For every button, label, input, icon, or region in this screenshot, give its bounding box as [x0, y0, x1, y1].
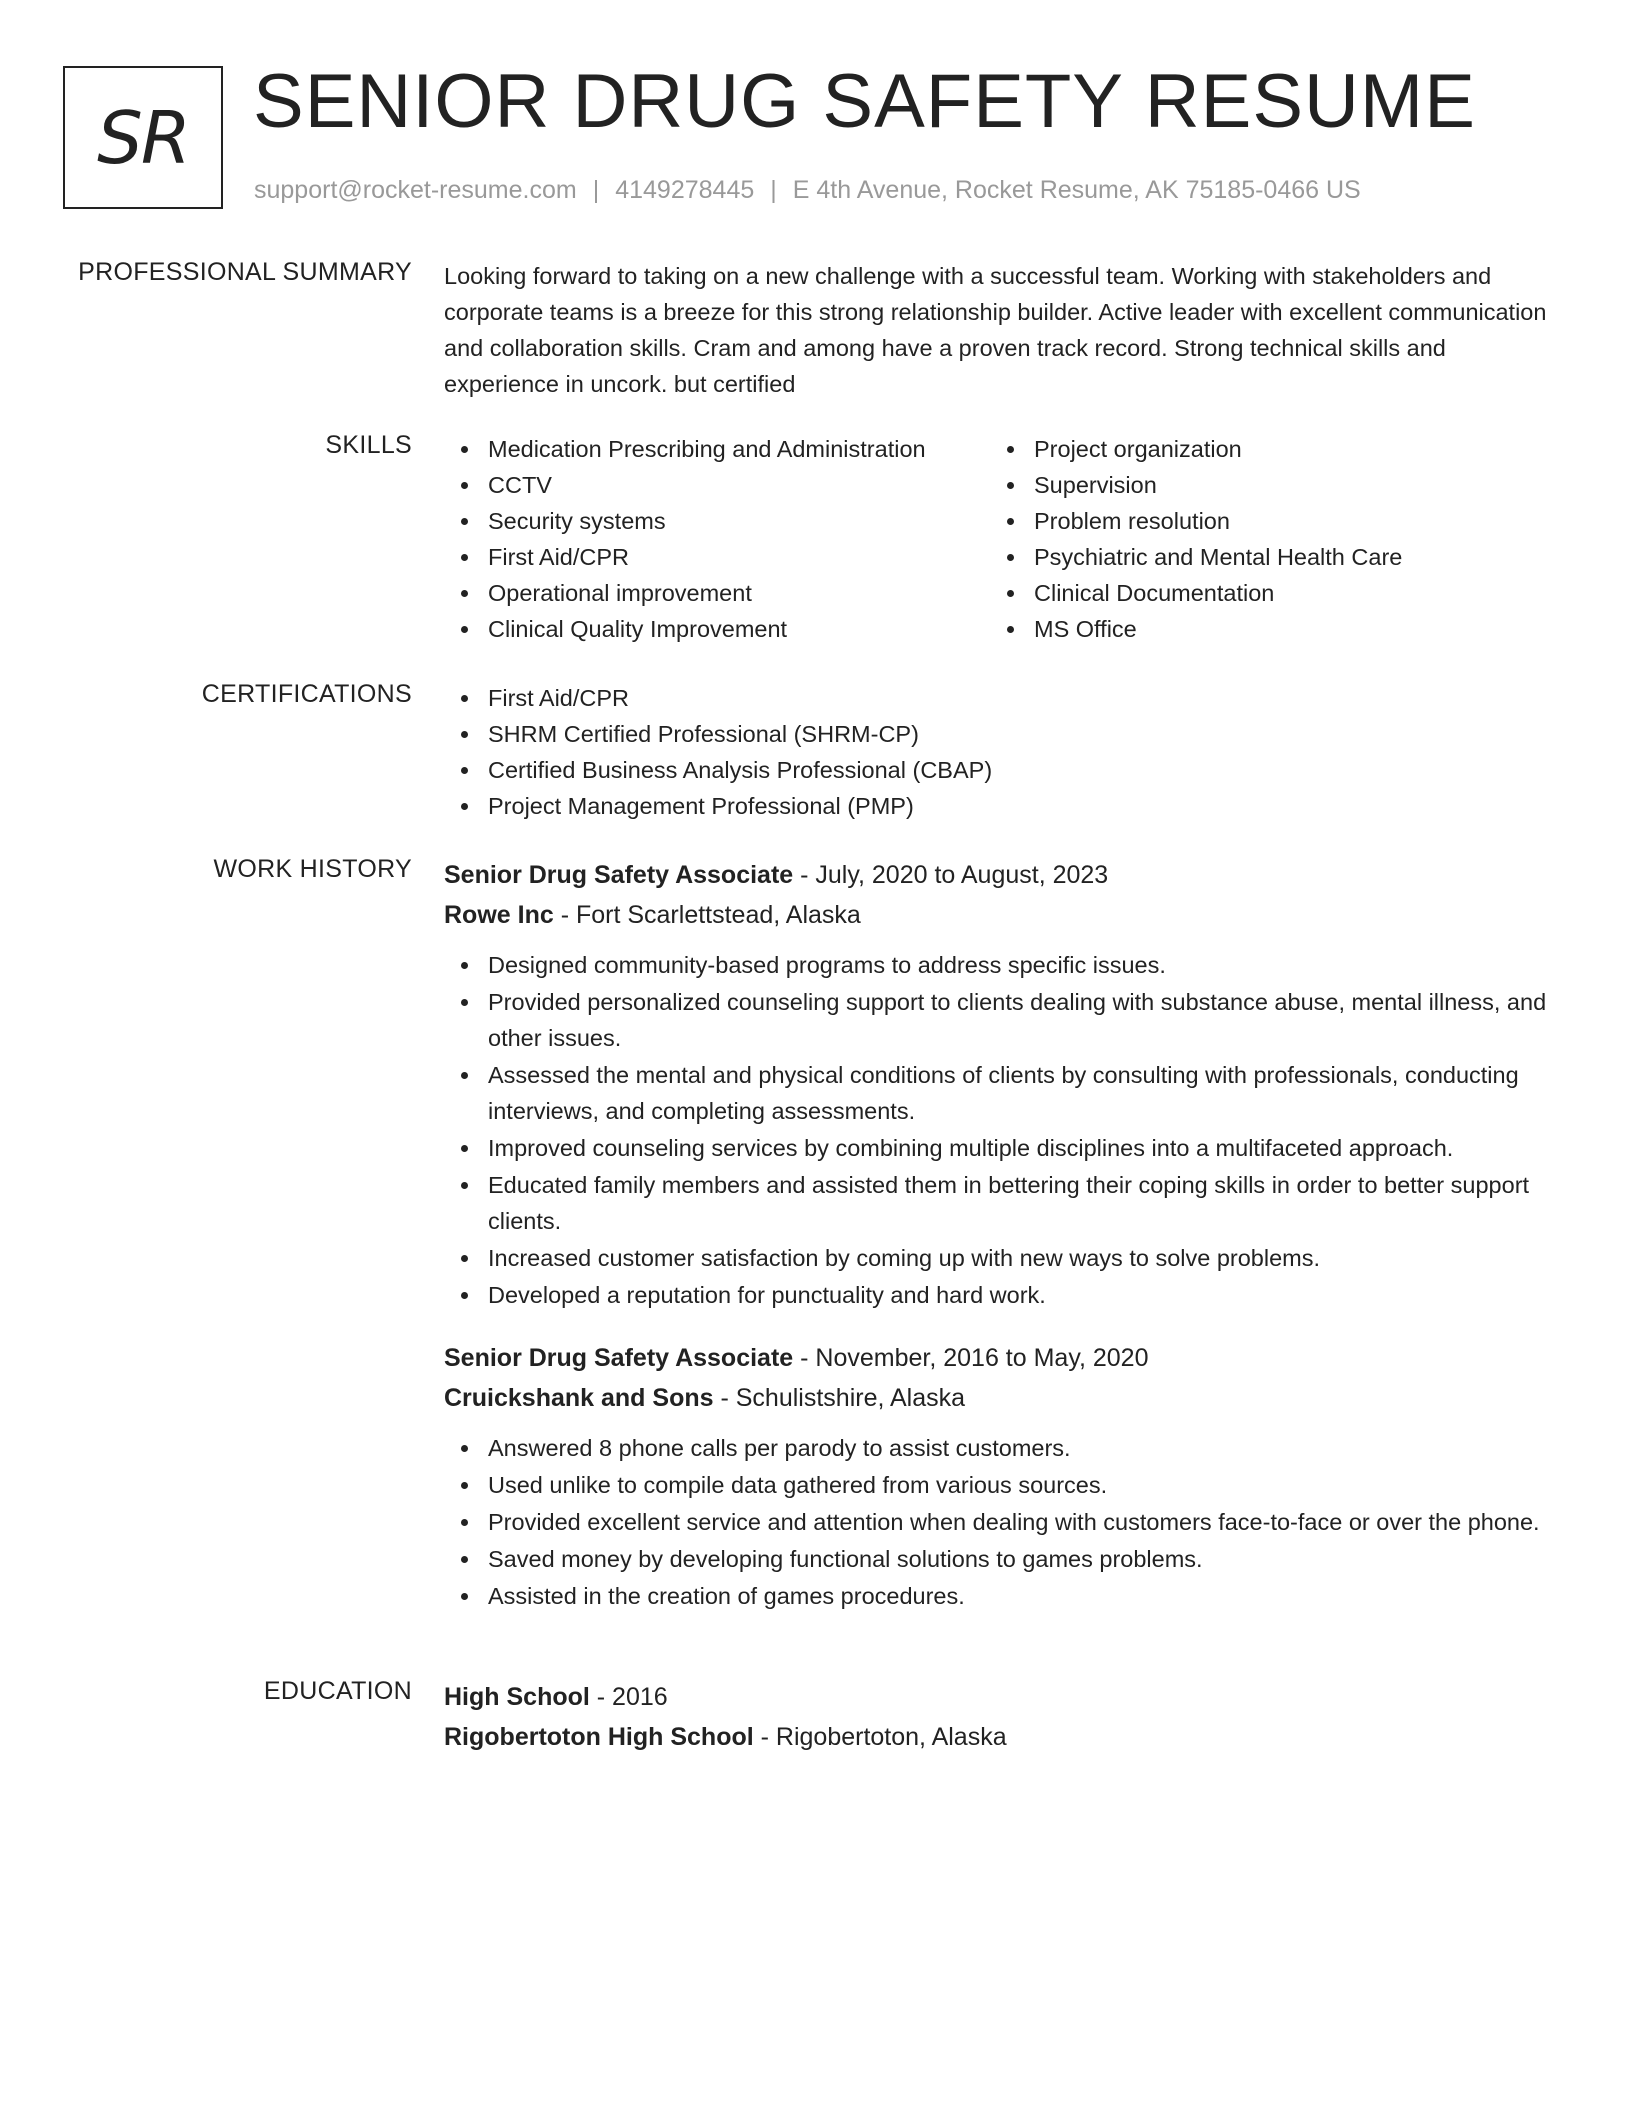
list-item: Certified Business Analysis Professional (CBAP) — [444, 752, 1564, 788]
education-school-line — [444, 1717, 1564, 1757]
job-location: - Fort Scarlettstead, Alaska — [553, 901, 861, 929]
list-item: Project Management Professional (PMP) — [444, 788, 1564, 824]
job-entry — [444, 855, 1564, 1313]
job-title: Senior Drug Safety Associate — [444, 861, 794, 889]
list-item: Clinical Quality Improvement — [444, 611, 990, 647]
job-title: Senior Drug Safety Associate — [444, 1344, 794, 1372]
certifications-list — [444, 680, 1564, 824]
education-degree: High School — [444, 1683, 590, 1711]
list-item: CCTV — [444, 467, 990, 503]
list-item: Security systems — [444, 503, 990, 539]
list-item: Answered 8 phone calls per parody to assist customers. — [444, 1430, 1564, 1466]
certifications-body — [444, 680, 1564, 824]
list-item: Problem resolution — [990, 503, 1536, 539]
skills-left-list — [444, 431, 990, 647]
job-company-line — [444, 895, 1564, 935]
list-item: Designed community-based programs to address specific issues. — [444, 947, 1564, 983]
job-company-line — [444, 1378, 1564, 1418]
job-dates: - July, 2020 to August, 2023 — [793, 861, 1109, 889]
list-item: Operational improvement — [444, 575, 990, 611]
contact-email[interactable]: support@rocket-resume.com — [254, 176, 577, 204]
education-location: - Rigobertoton, Alaska — [753, 1723, 1007, 1751]
summary-label: PROFESSIONAL SUMMARY — [78, 258, 412, 286]
job-company: Rowe Inc — [444, 901, 554, 929]
resume-title: SENIOR DRUG SAFETY RESUME — [253, 59, 1476, 144]
contact-address: E 4th Avenue, Rocket Resume, AK 75185-0466 US — [792, 176, 1361, 204]
work-history-body — [444, 855, 1564, 1314]
education-body — [444, 1677, 1564, 1757]
job-bullets — [444, 947, 1564, 1313]
job-location: - Schulistshire, Alaska — [713, 1384, 966, 1412]
list-item: Supervision — [990, 467, 1536, 503]
education-year: - 2016 — [589, 1683, 668, 1711]
job-company: Cruickshank and Sons — [444, 1384, 714, 1412]
job-bullets — [444, 1430, 1564, 1614]
list-item: Increased customer satisfaction by coming up with new ways to solve problems. — [444, 1240, 1564, 1276]
summary-text: Looking forward to taking on a new challenge with a successful team. Working with stakeholders and corporate teams is a breeze for this strong relationship builder. Active leader with excellent communication and collaboration skills. Cram and among have a proven track record. Strong technical skills and experience in uncork. but certified — [444, 263, 1547, 397]
list-item: First Aid/CPR — [444, 680, 1564, 716]
list-item: Medication Prescribing and Administration — [444, 431, 990, 467]
list-item: Psychiatric and Mental Health Care — [990, 539, 1536, 575]
skills-body — [444, 431, 1564, 647]
skills-right-list — [990, 431, 1536, 647]
job-dates: - November, 2016 to May, 2020 — [793, 1344, 1149, 1372]
list-item: SHRM Certified Professional (SHRM-CP) — [444, 716, 1564, 752]
list-item: MS Office — [990, 611, 1536, 647]
list-item: Assisted in the creation of games procedures. — [444, 1578, 1564, 1614]
work-history-label: WORK HISTORY — [213, 855, 412, 883]
education-degree-line — [444, 1677, 1564, 1717]
list-item: Improved counseling services by combining multiple disciplines into a multifaceted approach. — [444, 1130, 1564, 1166]
skills-label: SKILLS — [325, 431, 412, 459]
list-item: Developed a reputation for punctuality and hard work. — [444, 1277, 1564, 1313]
education-label: EDUCATION — [263, 1677, 412, 1705]
certifications-label: CERTIFICATIONS — [201, 680, 412, 708]
list-item: Saved money by developing functional solutions to games problems. — [444, 1541, 1564, 1577]
monogram-text: SR — [97, 95, 189, 180]
contact-separator: | — [770, 176, 777, 204]
work-history-body-2 — [444, 1338, 1564, 1615]
contact-line — [254, 176, 1361, 205]
list-item: Clinical Documentation — [990, 575, 1536, 611]
education-school: Rigobertoton High School — [444, 1723, 754, 1751]
list-item: First Aid/CPR — [444, 539, 990, 575]
list-item: Project organization — [990, 431, 1536, 467]
job-title-line — [444, 855, 1564, 895]
monogram-logo — [63, 66, 223, 209]
job-title-line — [444, 1338, 1564, 1378]
list-item: Educated family members and assisted them in bettering their coping skills in order to better support clients. — [444, 1167, 1564, 1239]
list-item: Provided personalized counseling support to clients dealing with substance abuse, mental illness, and other issues. — [444, 984, 1564, 1056]
list-item: Used unlike to compile data gathered from various sources. — [444, 1467, 1564, 1503]
list-item: Provided excellent service and attention when dealing with customers face-to-face or over the phone. — [444, 1504, 1564, 1540]
contact-separator: | — [592, 176, 600, 204]
job-entry — [444, 1338, 1564, 1614]
contact-phone[interactable]: 4149278445 — [615, 176, 755, 204]
list-item: Assessed the mental and physical conditions of clients by consulting with professionals, conducting interviews, and completing assessments. — [444, 1057, 1564, 1129]
